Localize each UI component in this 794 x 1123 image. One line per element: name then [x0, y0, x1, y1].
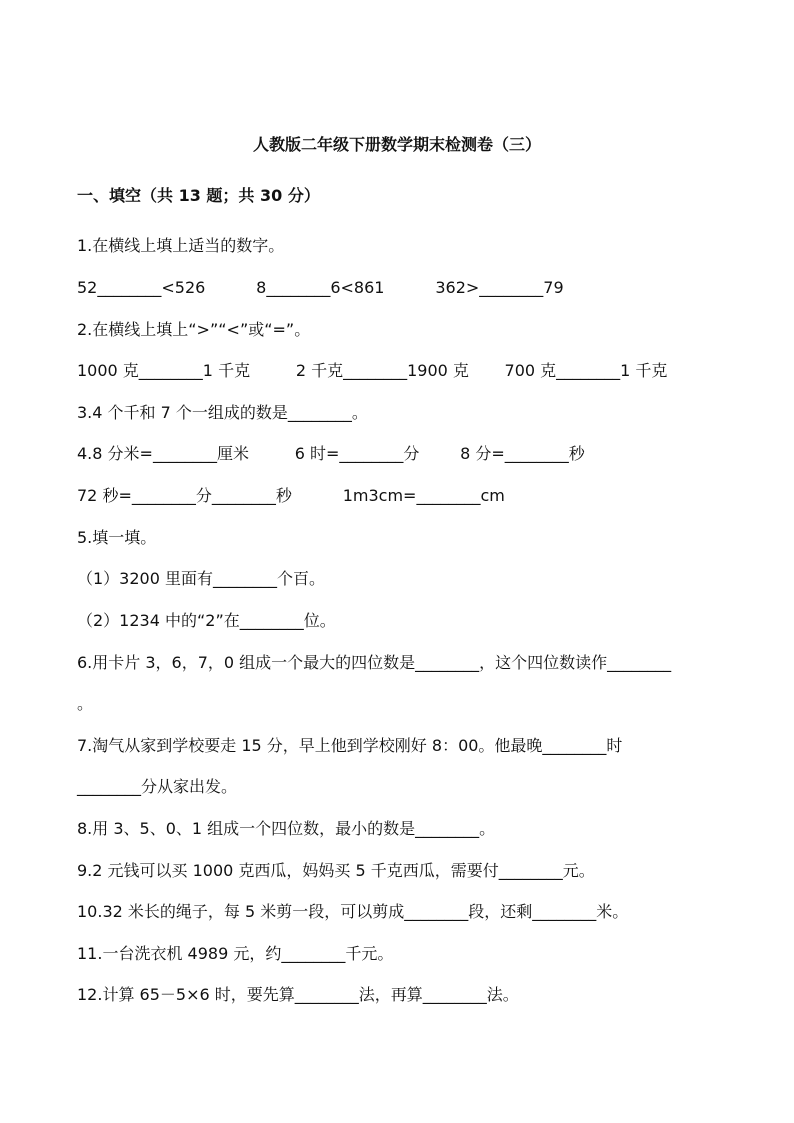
section-header: 一、填空（共 13 题；共 30 分）: [77, 186, 320, 205]
question-9: 9.2 元钱可以买 1000 克西瓜，妈妈买 5 千克西瓜，需要付________元。: [77, 861, 595, 880]
question-3: 3.4 个千和 7 个一组成的数是________。: [77, 403, 368, 422]
question-1-prompt: 1.在横线上填上适当的数字。: [77, 236, 285, 255]
question-4-line-2: 72 秒=________分________秒 1m3cm=________cm: [77, 486, 505, 505]
question-10: 10.32 米长的绳子，每 5 米剪一段，可以剪成________段，还剩________米。: [77, 902, 629, 921]
question-5-part-1: （1）3200 里面有________个百。: [77, 569, 325, 588]
question-5-part-2: （2）1234 中的“2”在________位。: [77, 611, 336, 630]
question-6-line-1: 6.用卡片 3，6，7，0 组成一个最大的四位数是________，这个四位数读作________: [77, 653, 672, 672]
question-12: 12.计算 65－5×6 时，要先算________法，再算________法。: [77, 985, 519, 1004]
question-6-line-2: 。: [77, 694, 94, 713]
question-11: 11.一台洗衣机 4989 元，约________千元。: [77, 944, 394, 963]
question-5-prompt: 5.填一填。: [77, 528, 157, 547]
document-title: 人教版二年级下册数学期末检测卷（三）: [252, 135, 541, 154]
question-2-prompt: 2.在横线上填上“>”“<”或“=”。: [77, 320, 311, 339]
question-7-line-1: 7.淘气从家到学校要走 15 分，早上他到学校刚好 8：00。他最晚________时: [77, 736, 623, 755]
question-8: 8.用 3、5、0、1 组成一个四位数，最小的数是________。: [77, 819, 496, 838]
question-2-blanks: 1000 克________1 千克 2 千克________1900 克 700 克________1 千克: [77, 361, 668, 380]
question-7-line-2: ________分从家出发。: [77, 777, 238, 796]
question-1-blanks: 52________<526 8________6<861 362>________79: [77, 278, 564, 297]
question-4-line-1: 4.8 分米=________厘米 6 时=________分 8 分=________秒: [77, 444, 585, 463]
